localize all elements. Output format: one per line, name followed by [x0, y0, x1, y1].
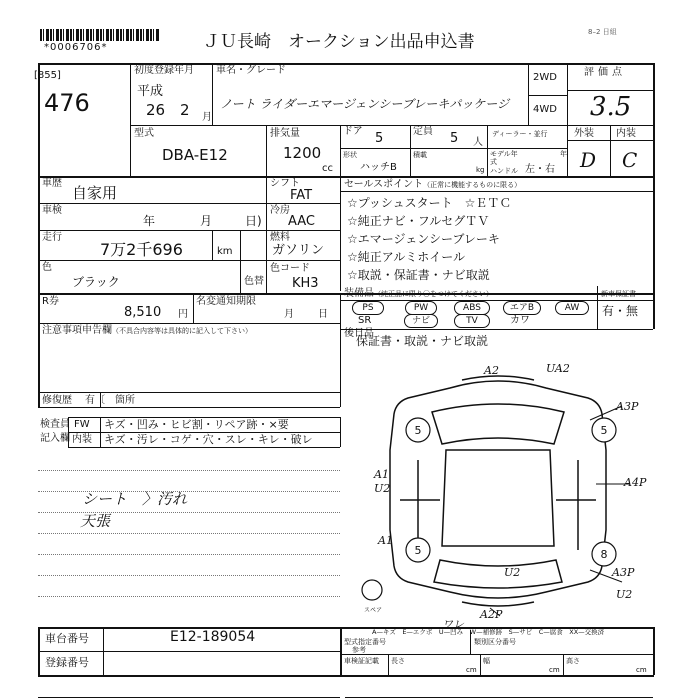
handwritten-note-line1: シート 〉汚れ — [82, 490, 188, 508]
model-year-unit: 年 — [560, 150, 567, 158]
damage-mark: U2 — [374, 482, 391, 495]
drive-4wd: 4WD — [533, 104, 557, 115]
recycle-unit: 円 — [178, 309, 188, 320]
damage-mark: A1 — [374, 468, 389, 481]
damage-mark: A3P — [616, 400, 639, 413]
interior-label: 内装 — [616, 128, 636, 139]
equipment-pw: PW — [405, 301, 437, 315]
tire-tread: 5 — [414, 424, 422, 437]
equipment-navi: ナビ — [404, 314, 438, 328]
sales-point-item: ☆プッシュスタート ☆ＥＴＣ — [347, 196, 512, 210]
shape-value: ハッチB — [360, 162, 397, 173]
barcode-number: *0006706* — [44, 42, 108, 53]
fuel-label: 燃料 — [270, 232, 290, 243]
mileage-value: 7万2千696 — [100, 240, 183, 259]
sales-points-label — [344, 179, 521, 190]
equipment-sr: SR — [358, 315, 372, 326]
color-code-value: KH3 — [292, 276, 319, 291]
damage-mark: A3P — [612, 566, 635, 579]
first-registration-month: 2 — [180, 101, 190, 119]
car-damage-diagram — [340, 350, 654, 630]
height-unit: cm — [636, 666, 647, 674]
width-label: 幅 — [483, 657, 490, 665]
tire-tread: 8 — [600, 548, 608, 561]
notes-label — [42, 325, 252, 336]
damage-mark: A2P — [480, 608, 503, 621]
load-label: 積載 — [413, 151, 427, 159]
sales-point-item: ☆純正ナビ・フルセグＴＶ — [347, 214, 490, 228]
capacity-unit: 人 — [473, 137, 483, 148]
new-warranty-value: 有・無 — [602, 304, 639, 318]
history-label: 車歴 — [42, 178, 62, 189]
mileage-unit: km — [217, 246, 233, 257]
tire-tread: 5 — [414, 544, 422, 557]
first-registration-year: 26 — [146, 101, 166, 119]
drive-2wd: 2WD — [533, 72, 557, 83]
sales-point-item: ☆エマージェンシーブレーキ — [347, 232, 500, 246]
load-unit: kg — [476, 166, 485, 174]
exterior-value: D — [580, 148, 597, 172]
model-type-value: DBA-E12 — [162, 146, 228, 164]
capacity-label: 定員 — [413, 126, 433, 137]
color-value: ブラック — [72, 275, 120, 289]
code-legend: A—キズ E—エクボ U—凹み W—補修跡 S—サビ C—腐食 XX—交換済 — [372, 628, 605, 636]
history-value: 自家用 — [72, 184, 118, 202]
equipment-airbag: エアB — [503, 301, 541, 315]
sales-points-note: （正常に機能するものに限る） — [423, 181, 522, 189]
body-color-label: 色替 — [244, 276, 264, 287]
height-label: 高さ — [566, 657, 580, 665]
inspection-year-unit: 年 — [143, 214, 156, 228]
length-label: 長さ — [391, 657, 405, 665]
legend-fw-items: キズ・凹み・ヒビ割・リペア跡・×要 — [104, 418, 289, 431]
sales-point-item: ☆取説・保証書・ナビ取説 — [347, 268, 490, 282]
corner-mark: 8–2 日組 — [588, 28, 617, 36]
color-code-label: 色コード — [270, 263, 310, 274]
notes-title: 注意事項申告欄 — [42, 325, 112, 336]
tax-notice-month-unit: 月 — [284, 309, 294, 320]
handle-value: 左・右 — [525, 164, 555, 175]
sales-point-item: ☆純正アルミホイール — [347, 250, 466, 264]
repair-history-label: 修復歴 — [42, 395, 72, 406]
inspection-day-unit: 日) — [245, 214, 262, 228]
exterior-label: 外装 — [574, 128, 594, 139]
legend-fw-label: FW — [74, 419, 90, 430]
equipment-note: （純正品に限り〇をつけてください） — [374, 290, 493, 298]
equipment-ps: PS — [352, 301, 384, 315]
shift-value: FAT — [290, 188, 313, 203]
damage-mark: A2 — [484, 364, 499, 377]
cert-label: 型式指定番号 — [344, 638, 386, 646]
tax-notice-label: 名変通知期限 — [196, 296, 256, 307]
tax-notice-day-unit: 日 — [318, 309, 328, 320]
grade-label: 評価点 — [584, 67, 626, 78]
lot-code: [855] — [34, 70, 61, 81]
displacement-value: 1200 — [283, 144, 322, 162]
chassis-value: E12-189054 — [170, 629, 256, 645]
model-type-label: 型式 — [134, 128, 154, 139]
equipment-tv: TV — [454, 314, 490, 328]
damage-mark: A4P — [624, 476, 647, 489]
legend-label-top: 検査員 — [40, 419, 70, 430]
mileage-label: 走行 — [42, 232, 62, 243]
interior-value: C — [622, 148, 638, 172]
recycle-label: R券 — [42, 296, 59, 307]
doors-label: ドア — [343, 126, 363, 137]
width-unit: cm — [549, 666, 560, 674]
repair-history-value: 有〔 — [85, 395, 105, 406]
cert-sub: 参考 — [352, 646, 366, 654]
new-warranty-label: 新車保証書 — [601, 290, 636, 298]
ac-label: 冷房 — [270, 205, 290, 216]
damage-mark: U2 — [616, 588, 633, 601]
inspection-label: 車検 — [42, 205, 62, 216]
class-label: 類別区分番号 — [474, 638, 516, 646]
shape-label: 形状 — [343, 151, 357, 159]
legend-label-bottom: 記入欄 — [40, 433, 70, 444]
equipment-leather: カワ — [510, 315, 530, 326]
first-registration-label: 初度登録年月 — [134, 65, 194, 76]
first-registration-era: 平成 — [137, 84, 164, 99]
spare-label: スペア — [364, 607, 383, 614]
ac-value: AAC — [288, 214, 315, 229]
damage-mark: ワレ — [442, 618, 464, 630]
registration-label: 登録番号 — [45, 656, 89, 669]
legend-interior-label: 内装 — [72, 434, 92, 445]
color-label: 色 — [42, 262, 52, 273]
model-name-label: 車名・グレード — [216, 65, 286, 76]
doors-value: 5 — [375, 131, 384, 146]
grade-value: 3.5 — [590, 92, 632, 122]
repair-history-unit: 箇所 — [115, 395, 135, 406]
equipment-title: 装備品 — [344, 288, 374, 299]
chassis-label: 車台番号 — [45, 632, 89, 645]
inspection-month-unit: 月 — [200, 214, 213, 228]
size-label: 車検証記載 — [344, 657, 379, 665]
length-unit: cm — [466, 666, 477, 674]
model-year-label: モデル年式 — [490, 150, 518, 166]
equipment-abs: ABS — [454, 301, 490, 315]
damage-mark: UA2 — [546, 362, 570, 375]
fuel-value: ガソリン — [272, 243, 325, 258]
equipment-aw: AW — [555, 301, 589, 315]
displacement-unit: cc — [322, 163, 333, 174]
handwritten-note-line2: 天張 — [80, 512, 111, 530]
tire-tread: 5 — [600, 424, 608, 437]
notes-note: （不具合内容等は具体的に記入して下さい） — [112, 327, 252, 335]
handle-label: ハンドル — [490, 167, 518, 175]
damage-mark: U2 — [504, 566, 521, 579]
aftermarket-label: 後日品 — [344, 328, 374, 339]
dealer-label: ディーラー・並行 — [492, 130, 548, 138]
barcode — [40, 29, 160, 41]
legend-interior-items: キズ・汚レ・コゲ・穴・スレ・キレ・破レ — [104, 433, 313, 446]
sales-points-title: セールスポイント — [344, 179, 424, 190]
recycle-value: 8,510 — [124, 305, 162, 320]
displacement-label: 排気量 — [270, 128, 300, 139]
shift-label: シフト — [270, 178, 300, 189]
first-registration-month-unit: 月 — [202, 112, 212, 123]
model-name-value: ノート ライダーエマージェンシーブレーキパッケージ — [220, 97, 509, 111]
form-title: ＪＵ長崎 オークション出品申込書 — [203, 32, 475, 52]
equipment-label — [344, 288, 493, 299]
lot-number: 476 — [44, 89, 90, 117]
capacity-value: 5 — [450, 131, 459, 146]
aftermarket-value: 保証書・取説・ナビ取説 — [356, 334, 489, 348]
damage-mark: A1 — [378, 534, 393, 547]
